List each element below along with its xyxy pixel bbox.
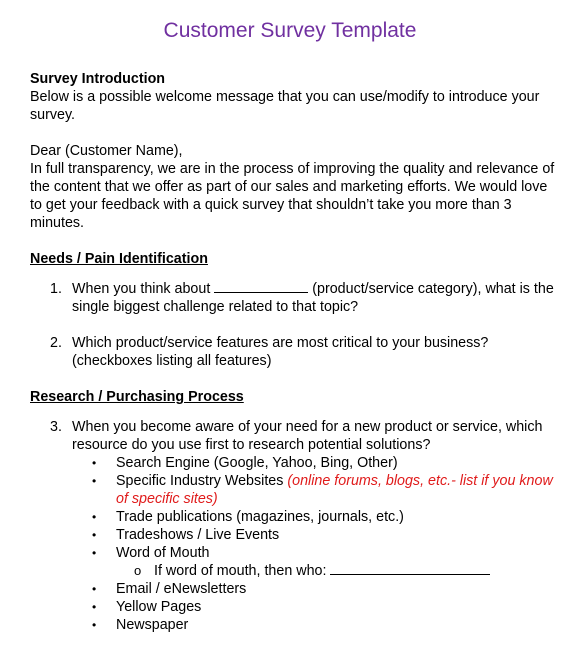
document-title: Customer Survey Template: [163, 19, 417, 42]
intro-body: In full transparency, we are in the process of improving the quality and relevance of the content that we offer as part of our sales and marketing efforts. We would love to get your feedback with a quick survey that shouldn’t take you more than 3 minutes.: [30, 161, 555, 231]
intro-text: Below is a possible welcome message that you can use/modify to introduce your survey.: [30, 89, 540, 123]
question-text-part: (product/service category), what is the single biggest challenge related to that topic?: [72, 281, 554, 315]
option-text: [154, 562, 560, 580]
bullet-icon: •: [92, 474, 97, 488]
bullet-icon: •: [92, 582, 97, 596]
section-heading-needs: Needs / Pain Identification: [30, 251, 208, 267]
option-text: Email / eNewsletters: [116, 581, 247, 597]
bullet-icon: •: [92, 456, 97, 470]
list-item: [92, 454, 560, 472]
list-item: [92, 472, 560, 508]
option-text: [116, 472, 560, 508]
blank-line: [330, 574, 490, 575]
bullet-icon: •: [92, 600, 97, 614]
option-list: [30, 580, 560, 634]
list-item: [92, 598, 560, 616]
bullet-icon: •: [92, 528, 97, 542]
option-text: Tradeshows / Live Events: [116, 527, 280, 543]
bullet-icon: •: [92, 510, 97, 524]
document-body: [30, 70, 560, 634]
option-text: Yellow Pages: [116, 599, 202, 615]
question-2: [30, 334, 560, 370]
sub-bullet-icon: o: [134, 563, 142, 578]
list-item: [92, 580, 560, 598]
list-item: [92, 544, 560, 562]
question-text: When you become aware of your need for a new product or service, which resource do you use first to research potential solutions?: [72, 419, 543, 453]
option-note: (online forums, blogs, etc.- list if you know of specific sites): [116, 473, 553, 507]
list-item: [92, 508, 560, 526]
question-text-part: When you think about: [72, 281, 215, 297]
option-text: Trade publications (magazines, journals, etc.): [116, 509, 404, 525]
option-text: Newspaper: [116, 617, 189, 633]
bullet-icon: •: [92, 546, 97, 560]
option-list: [30, 454, 560, 562]
option-text: Search Engine (Google, Yahoo, Bing, Other): [116, 455, 398, 471]
list-item: [92, 616, 560, 634]
question-number: 2.: [50, 335, 62, 351]
sub-list-item: [30, 562, 560, 580]
question-number: 1.: [50, 281, 62, 297]
list-item: [92, 526, 560, 544]
question-3: [30, 418, 560, 454]
bullet-icon: •: [92, 618, 97, 632]
question-text: [72, 280, 560, 316]
option-text: Word of Mouth: [116, 545, 210, 561]
option-label: If word of mouth, then who:: [154, 563, 331, 579]
question-1: [30, 280, 560, 316]
option-label: Specific Industry Websites: [116, 473, 288, 489]
question-text: Which product/service features are most critical to your business? (checkboxes listing all features): [72, 335, 489, 369]
section-heading-research: Research / Purchasing Process: [30, 389, 244, 405]
salutation: Dear (Customer Name),: [30, 143, 183, 159]
blank-line: [214, 292, 308, 293]
intro-heading: Survey Introduction: [30, 71, 166, 87]
question-number: 3.: [50, 419, 62, 435]
